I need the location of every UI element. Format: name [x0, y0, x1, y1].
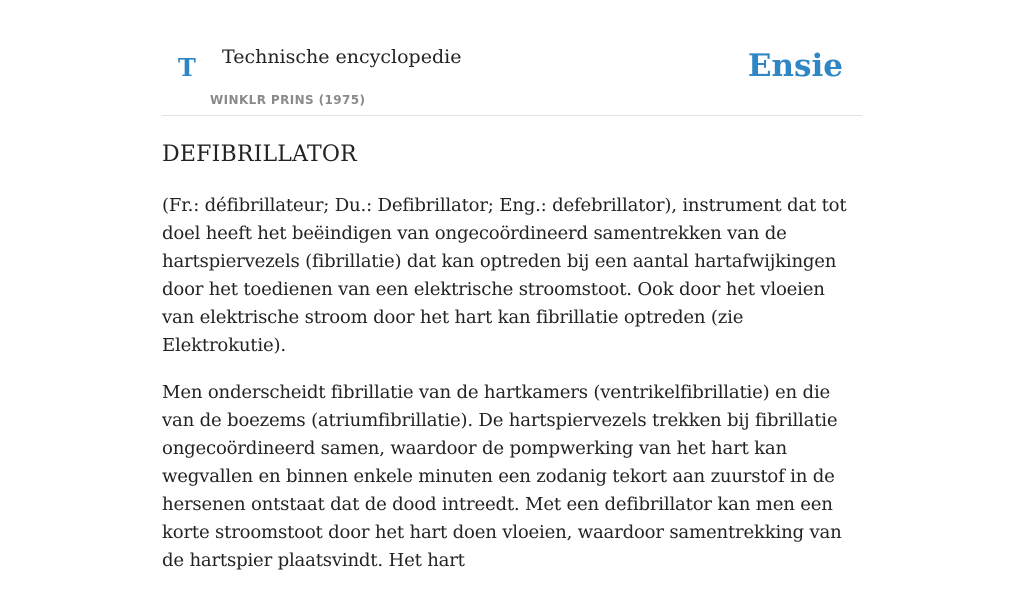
- entry-paragraph: Men onderscheidt fibrillatie van de hartkamers (ventrikelfibrillatie) en die van de boezems (atriumfibrillatie). De hartspiervezels trekken bij fibrillatie ongecoördineerd samen, waardoor de pompwerking van het hart kan wegvallen en binnen enkele minuten een zodanig tekort aan zuurstof in de hersenen ontstaat dat de dood intreedt. Met een defibrillator kan men een korte stroomstoot door het hart doen vloeien, waardoor samentrekking van de hartspier plaatsvindt. Het hart: [162, 382, 842, 571]
- entry-paragraph: (Fr.: défibrillateur; Du.: Defibrillator; Eng.: defebrillator), instrument dat tot doel heeft het beëindigen van ongecoördineerd samentrekken van de hartspiervezels (fibrillatie) dat kan optreden bij een aantal hartafwijkingen door het toedienen van een elektrische stroomstoot. Ook door het vloeien van elektrische stroom door het hart kan fibrillatie optreden (zie Elektrokutie).: [162, 195, 847, 356]
- source-subtitle: WINKLR PRINS (1975): [210, 93, 366, 107]
- source-header: [162, 0, 862, 116]
- entry-content: [162, 140, 862, 594]
- brand-logo[interactable]: Ensie: [747, 48, 843, 84]
- entry-title: DEFIBRILLATOR: [162, 142, 357, 167]
- source-title[interactable]: Technische encyclopedie: [222, 46, 462, 68]
- source-logo[interactable]: T: [178, 53, 196, 82]
